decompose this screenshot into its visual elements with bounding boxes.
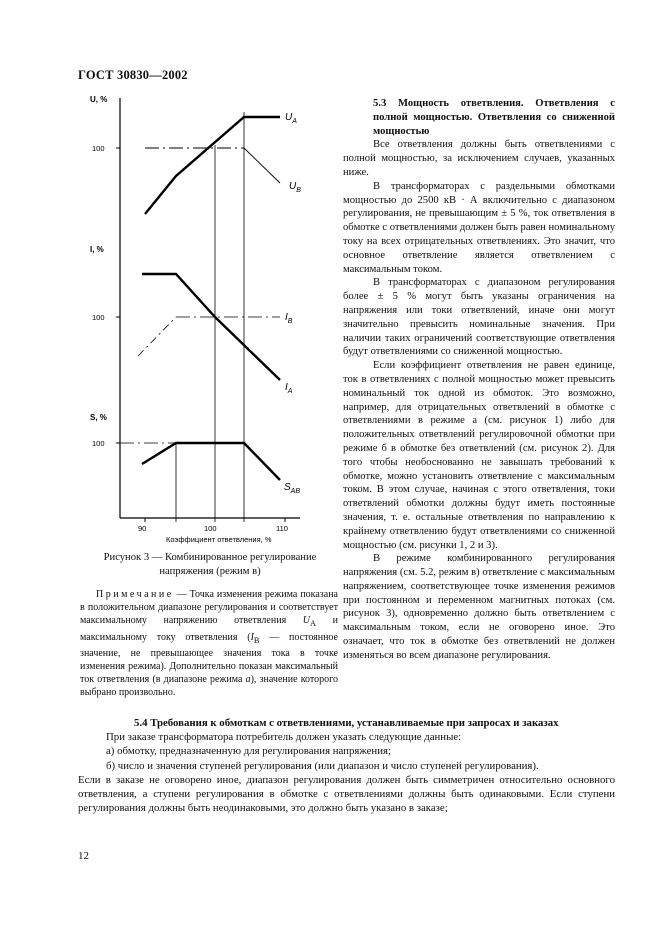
series-u-a-line (145, 117, 280, 214)
x-tick-label-100: 100 (204, 524, 217, 533)
note-ib-sub: B (253, 635, 260, 645)
section-5-3-paragraph-5: В режиме комбинированного регулирования напряжения (см. 5.2, режим в) ответвление с максимальным напряжением, соответствующее точке изменения режимов при постоянном и переменном магнитных потоках (см. рисунок 3), одновременно должно быть ответвлением с максимальным током, если не оговорено иное. Это означает, что ток в обмотке без ответвлений не должен изменяться во всем диапазоне регулирования. (343, 553, 615, 661)
note-ua: U (302, 615, 311, 627)
note-label: Примечание (96, 589, 174, 600)
note-text-1: — Точка изменения режима показана в положительном диапазоне регулирования и соответствует максимальному напряжению ответвления (80, 589, 338, 627)
label-u-a: $U_A$ (285, 112, 297, 125)
series-i-b-dashed (138, 317, 176, 356)
section-5-4-item-b: б) число и значения ступеней регулирования (или диапазон и число ступеней регулирования). (106, 759, 539, 772)
section-5-3-paragraph-4: Если коэффициент ответвления не равен единице, ток в ответвлениях с полной мощностью может превысить номинальный ток одной из обмоток. Это возможно, например, для отрицательных ответвлений в обмотке с ответвлениями в режиме а (см. рисунок 1) либо для положительных ответвлений регулировочной обмотки при режиме б в обмотке без ответвлений (см. рисунок 2). Для того чтобы необоснованно не завышать требований к обмотке, можно установить ответвление с максимальным током. В этом случае, начиная с этого ответвления, токи ответвлений обмотки должны будут иметь постоянные значения, т. е. остальные ответвления по направлению к крайнему ответвлению будут ответвлениями со сниженной мощностью (см. рисунки 1, 2 и 3). (343, 360, 615, 551)
i-axis-label: I, % (90, 245, 104, 254)
section-5-3-heading: 5.3 Мощность ответвления. Ответвления с полной мощностью. Ответвления со сниженной мощностью (373, 98, 615, 137)
section-5-3-paragraph-1: Все ответвления должны быть ответвлениями с полной мощностью, за исключением случаев, указанных ниже. (343, 139, 615, 178)
figure-caption (90, 551, 330, 579)
note-text-4: ), значение которого выбрано произвольно. (80, 674, 338, 699)
figure-note (80, 588, 338, 700)
u-tick-100: 100 (92, 144, 105, 153)
u-axis-label: U, % (90, 95, 108, 104)
series-s-ab-line (142, 443, 280, 480)
x-axis-label: Коэффициент ответвления, % (166, 535, 272, 544)
s-tick-100: 100 (92, 439, 105, 448)
note-text-3: — постоянное значение, не превышающее значения тока в точке изменения режима). Дополнительно показан максимальный ток ответвления (в диапазоне режима (80, 631, 338, 686)
caption-line-2: напряжения (режим в) (159, 566, 261, 577)
i-tick-100: 100 (92, 313, 105, 322)
series-i-a-line (142, 274, 280, 380)
section-5-3-paragraph-3: В трансформаторах с диапазоном регулирования более ± 5 % могут быть указаны ограничения на напряжения или токи ответвлений, иначе они могут значительно превысить номинальные значения. При наличии таких ограничений соответствующие ответвления будут ответвлениями со сниженной мощностью. (343, 277, 615, 358)
note-ua-sub: A (310, 619, 317, 629)
label-i-a: $I_A$ (285, 382, 293, 395)
figure-3-chart (80, 90, 320, 545)
document-header: ГОСТ 30830—2002 (78, 68, 188, 82)
section-5-4-paragraph-2: Если в заказе не оговорено иное, диапазон регулирования должен быть симметричен относительно основного ответвления, а ступени регулирования в обмотке с ответвлениями должны быть одинаковыми. Если ступени регулирования должны быть неодинаковыми, это должно быть указано в заказе; (78, 773, 615, 815)
section-5-4-heading: 5.4 Требования к обмоткам с ответвлениями, устанавливаемые при запросах и заказах (134, 717, 559, 729)
s-axis-label: S, % (90, 413, 107, 422)
caption-line-1: Рисунок 3 — Комбинированное регулирование (103, 552, 317, 563)
section-5-4-item-a: а) обмотку, предназначенную для регулирования напряжения; (106, 745, 391, 758)
x-tick-label-90: 90 (138, 524, 147, 533)
section-5-3-paragraph-2: В трансформаторах с раздельными обмотками мощностью до 2500 кВ · А включительно с диапазоном регулирования, не превышающим ± 5 %, ток ответвления в обмотке с ответвлениями должен быть равен номинальному току на всех отрицательных ответвлениях. Это значит, что основное ответвление является ответвлением с максимальным током. (343, 180, 615, 275)
x-tick-label-110: 110 (276, 524, 288, 533)
label-u-b: $U_B$ (289, 181, 301, 194)
series-u-b-line (244, 148, 280, 183)
note-text-2: и максимальному току ответвления ( (80, 615, 338, 643)
label-s-ab: $S_{AB}$ (284, 482, 301, 495)
section-5-3 (343, 97, 615, 663)
label-i-b: $I_B$ (285, 312, 293, 325)
section-5-4 (78, 716, 615, 815)
section-5-4-paragraph-1: При заказе трансформатора потребитель должен указать следующие данные: (106, 731, 462, 744)
page-number: 12 (78, 850, 89, 862)
note-a: а (245, 674, 251, 686)
note-ib: I (250, 631, 254, 643)
